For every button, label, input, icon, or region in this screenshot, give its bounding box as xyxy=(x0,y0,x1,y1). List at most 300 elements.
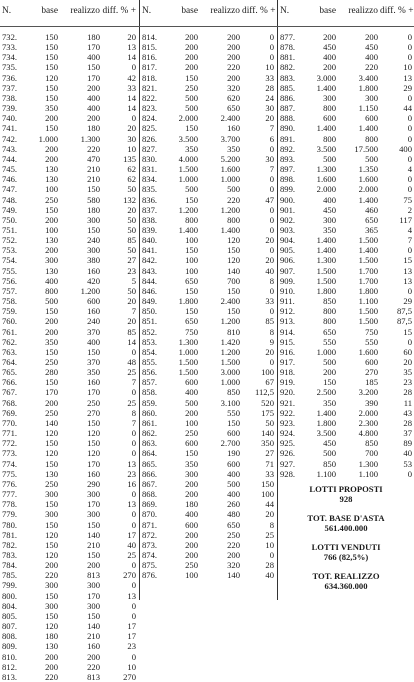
lot-number: 897. xyxy=(280,164,296,175)
table-row xyxy=(0,398,138,408)
lot-number: 882. xyxy=(280,62,296,73)
realizzo-value: 370 xyxy=(87,357,100,367)
lot-number: 756. xyxy=(2,275,18,286)
lot-number: 757. xyxy=(2,285,18,296)
base-value: 150 xyxy=(45,539,58,550)
lot-number: 912. xyxy=(280,306,296,317)
lot-number: 910. xyxy=(280,285,296,296)
diff-value: 0 xyxy=(407,92,412,103)
lot-number: 766. xyxy=(2,377,18,388)
lot-number: 927. xyxy=(280,458,296,469)
diff-value: 8 xyxy=(269,275,274,286)
base-value: 3.500 xyxy=(178,133,198,144)
realizzo-value: 300 xyxy=(87,600,100,611)
lot-number: 747. xyxy=(2,184,18,195)
realizzo-value: 1.800 xyxy=(358,285,378,296)
diff-value: 87,5 xyxy=(396,316,412,327)
base-value: 300 xyxy=(45,580,58,591)
base-value: 200 xyxy=(323,367,336,378)
lot-number: 863. xyxy=(142,438,158,449)
diff-value: 0 xyxy=(407,133,412,144)
lot-number: 854. xyxy=(142,346,158,357)
realizzo-value: 170 xyxy=(87,499,100,510)
base-value: 150 xyxy=(185,123,198,134)
realizzo-value: 400 xyxy=(87,336,100,347)
table-row xyxy=(140,316,276,326)
realizzo-value: 1.200 xyxy=(220,204,240,215)
base-value: 180 xyxy=(185,499,198,510)
table-row xyxy=(278,469,414,479)
table-row xyxy=(0,641,138,651)
base-value: 1.000 xyxy=(38,133,58,144)
base-value: 100 xyxy=(185,417,198,428)
diff-value: 27 xyxy=(127,255,136,266)
base-value: 500 xyxy=(185,103,198,114)
table-row xyxy=(0,560,138,570)
lot-number: 740. xyxy=(2,113,18,124)
table-row xyxy=(140,245,276,255)
table-row xyxy=(140,235,276,245)
lot-number: 899. xyxy=(280,184,296,195)
table-row xyxy=(0,62,138,72)
realizzo-value: 150 xyxy=(227,285,240,296)
diff-value: 0 xyxy=(131,62,136,73)
realizzo-value: 3.200 xyxy=(358,387,378,398)
base-value: 150 xyxy=(45,42,58,53)
lot-number: 840. xyxy=(142,235,158,246)
realizzo-value: 813 xyxy=(87,671,100,682)
base-asta-label: TOT. BASE D'ASTA xyxy=(307,513,385,523)
lot-number: 782. xyxy=(2,539,18,550)
base-value: 600 xyxy=(185,377,198,388)
realizzo-value: 600 xyxy=(227,458,240,469)
realizzo-value: 450 xyxy=(365,42,378,53)
lot-number: 858. xyxy=(142,387,158,398)
table-row xyxy=(0,550,138,560)
diff-value: 0 xyxy=(131,610,136,621)
base-value: 300 xyxy=(45,489,58,500)
header-realizzo: realizzo xyxy=(70,6,100,16)
table-row xyxy=(140,438,276,448)
diff-value: 50 xyxy=(127,224,136,235)
diff-value: 20 xyxy=(265,235,274,246)
table-row xyxy=(0,601,138,611)
diff-value: 9 xyxy=(269,336,274,347)
lot-number: 775. xyxy=(2,468,18,479)
diff-value: 20 xyxy=(265,346,274,357)
header-base: base xyxy=(181,6,198,16)
base-value: 300 xyxy=(185,468,198,479)
base-value: 300 xyxy=(45,600,58,611)
diff-value: 13 xyxy=(403,275,412,286)
base-value: 200 xyxy=(45,326,58,337)
table-row xyxy=(0,520,138,530)
lot-number: 907. xyxy=(280,265,296,276)
diff-value: 0 xyxy=(131,438,136,449)
diff-value: 23 xyxy=(127,641,136,652)
diff-value: 25 xyxy=(127,367,136,378)
lot-number: 744. xyxy=(2,153,18,164)
realizzo-value: 300 xyxy=(87,509,100,520)
base-value: 120 xyxy=(45,621,58,632)
diff-value: 40 xyxy=(265,570,274,581)
base-value: 150 xyxy=(185,285,198,296)
realizzo-value: 200 xyxy=(87,651,100,662)
base-value: 120 xyxy=(45,448,58,459)
realizzo-value: 140 xyxy=(87,529,100,540)
table-row xyxy=(278,215,414,225)
realizzo-value: 220 xyxy=(227,539,240,550)
realizzo-value: 300 xyxy=(365,92,378,103)
lot-number: 917. xyxy=(280,357,296,367)
diff-value: 15 xyxy=(403,255,412,266)
realizzo-value: 750 xyxy=(365,326,378,337)
lotti-venduti-label: LOTTI VENDUTI xyxy=(311,542,381,552)
realizzo-value: 1.350 xyxy=(358,164,378,175)
table-row xyxy=(0,611,138,621)
realizzo-value: 1.300 xyxy=(358,458,378,469)
lot-number: 852. xyxy=(142,326,158,337)
lot-number: 903. xyxy=(280,224,296,235)
diff-value: 0 xyxy=(131,346,136,357)
realizzo-value: 350 xyxy=(227,143,240,154)
realizzo-value: 300 xyxy=(87,214,100,225)
table-row xyxy=(0,103,138,113)
realizzo-value: 150 xyxy=(87,184,100,195)
realizzo-value: 420 xyxy=(87,275,100,286)
lot-number: 824. xyxy=(142,113,158,124)
results-table-col3 xyxy=(278,2,414,479)
table-row xyxy=(140,103,276,113)
table-row xyxy=(0,438,138,448)
lot-number: 765. xyxy=(2,367,18,378)
lot-number: 738. xyxy=(2,92,18,103)
base-value: 1.400 xyxy=(316,82,336,93)
table-row xyxy=(0,32,138,42)
table-row xyxy=(140,530,276,540)
diff-value: 13 xyxy=(127,458,136,469)
table-row xyxy=(140,32,276,42)
diff-value: 29 xyxy=(403,296,412,307)
diff-value: 2 xyxy=(407,204,412,215)
diff-value: 8 xyxy=(131,407,136,418)
lot-number: 809. xyxy=(2,641,18,652)
diff-value: 0 xyxy=(131,509,136,520)
base-value: 600 xyxy=(185,519,198,530)
diff-value: 0 xyxy=(131,519,136,530)
base-value: 150 xyxy=(45,32,58,42)
base-value: 200 xyxy=(323,32,336,42)
realizzo-value: 150 xyxy=(227,245,240,256)
diff-value: 10 xyxy=(265,62,274,73)
table-row xyxy=(278,235,414,245)
table-row xyxy=(278,266,414,276)
realizzo-value: 400 xyxy=(87,52,100,63)
lot-number: 762. xyxy=(2,336,18,347)
table-row xyxy=(278,286,414,296)
table-row xyxy=(140,266,276,276)
lot-number: 925. xyxy=(280,438,296,449)
base-value: 150 xyxy=(185,448,198,459)
diff-value: 14 xyxy=(127,52,136,63)
base-value: 150 xyxy=(45,204,58,215)
realizzo-value: 3.700 xyxy=(220,133,240,144)
diff-value: 25 xyxy=(127,549,136,560)
diff-value: 17 xyxy=(127,529,136,540)
realizzo-value: 120 xyxy=(227,255,240,266)
diff-value: 0 xyxy=(131,428,136,439)
diff-value: 0 xyxy=(407,336,412,347)
lot-number: 856. xyxy=(142,367,158,378)
realizzo-value: 634.360.000 xyxy=(324,581,368,591)
realizzo-value: 220 xyxy=(227,62,240,73)
realizzo-value: 3.000 xyxy=(220,367,240,378)
realizzo-value: 350 xyxy=(87,367,100,378)
base-value: 150 xyxy=(45,52,58,63)
realizzo-value: 1.600 xyxy=(358,174,378,185)
base-value: 750 xyxy=(185,326,198,337)
realizzo-value: 200 xyxy=(87,82,100,93)
realizzo-value: 160 xyxy=(87,641,100,652)
table-row xyxy=(0,591,138,601)
lot-number: 776. xyxy=(2,478,18,489)
realizzo-value: 600 xyxy=(227,428,240,439)
realizzo-value: 140 xyxy=(227,570,240,581)
diff-value: 11 xyxy=(403,397,412,408)
diff-value: 13 xyxy=(127,590,136,601)
lot-number: 921. xyxy=(280,397,296,408)
table-row xyxy=(0,144,138,154)
base-value: 500 xyxy=(323,448,336,459)
diff-value: 44 xyxy=(265,499,274,510)
lot-number: 849. xyxy=(142,296,158,307)
diff-value: 85 xyxy=(127,235,136,246)
table-row xyxy=(278,52,414,62)
table-row xyxy=(278,103,414,113)
table-row xyxy=(0,327,138,337)
base-value: 150 xyxy=(185,72,198,83)
table-row xyxy=(0,530,138,540)
lot-number: 755. xyxy=(2,265,18,276)
diff-value: 0 xyxy=(407,52,412,63)
header-realizzo: realizzo xyxy=(348,6,378,16)
base-value: 3.500 xyxy=(316,428,336,439)
base-value: 1.100 xyxy=(316,468,336,479)
realizzo-value: 150 xyxy=(87,519,100,530)
realizzo-value: 1.400 xyxy=(358,123,378,134)
auction-summary xyxy=(279,484,413,600)
realizzo-value: 470 xyxy=(87,153,100,164)
table-row xyxy=(140,367,276,377)
base-value: 3.500 xyxy=(316,143,336,154)
diff-value: 135 xyxy=(123,153,136,164)
realizzo-value: 390 xyxy=(365,397,378,408)
table-row xyxy=(140,459,276,469)
realizzo-value: 3.400 xyxy=(358,72,378,83)
table-row xyxy=(140,184,276,194)
table-row xyxy=(140,255,276,265)
diff-value: 0 xyxy=(269,224,274,235)
lot-number: 769. xyxy=(2,407,18,418)
lot-number: 877. xyxy=(280,32,296,42)
diff-value: 23 xyxy=(127,468,136,479)
base-value: 800 xyxy=(45,285,58,296)
base-value: 800 xyxy=(185,214,198,225)
diff-value: 28 xyxy=(403,417,412,428)
table-row xyxy=(0,580,138,590)
diff-value: 30 xyxy=(127,133,136,144)
realizzo-value: 210 xyxy=(87,174,100,185)
lot-number: 732. xyxy=(2,32,18,42)
lot-number: 844. xyxy=(142,275,158,286)
lot-number: 827. xyxy=(142,143,158,154)
diff-value: 28 xyxy=(265,560,274,571)
base-value: 150 xyxy=(45,590,58,601)
lot-number: 893. xyxy=(280,153,296,164)
base-value: 1.500 xyxy=(178,357,198,367)
table-row xyxy=(0,306,138,316)
lot-number: 859. xyxy=(142,397,158,408)
diff-value: 67 xyxy=(265,377,274,388)
lot-number: 748. xyxy=(2,194,18,205)
diff-value: 85 xyxy=(127,326,136,337)
realizzo-value: 300 xyxy=(87,580,100,591)
header-diff: diff. % + xyxy=(102,6,136,16)
base-value: 400 xyxy=(185,509,198,520)
diff-value: 0 xyxy=(269,52,274,63)
table-row xyxy=(140,560,276,570)
realizzo-value: 480 xyxy=(227,509,240,520)
diff-value: 175 xyxy=(261,407,274,418)
table-row xyxy=(0,52,138,62)
base-value: 300 xyxy=(45,255,58,266)
diff-value: 13 xyxy=(403,265,412,276)
diff-value: 33 xyxy=(265,468,274,479)
table-row xyxy=(140,286,276,296)
realizzo-value: 580 xyxy=(87,194,100,205)
lot-number: 774. xyxy=(2,458,18,469)
base-value: 250 xyxy=(185,428,198,439)
realizzo-value: 1.500 xyxy=(358,235,378,246)
lot-number: 888. xyxy=(280,113,296,124)
base-value: 1.300 xyxy=(178,336,198,347)
table-row xyxy=(140,144,276,154)
lot-number: 825. xyxy=(142,123,158,134)
diff-value: 33 xyxy=(127,82,136,93)
realizzo-value: 400 xyxy=(87,103,100,114)
realizzo-value: 1.500 xyxy=(358,306,378,317)
table-row xyxy=(0,387,138,397)
base-value: 350 xyxy=(323,224,336,235)
lot-number: 736. xyxy=(2,72,18,83)
realizzo-value: 170 xyxy=(87,458,100,469)
diff-value: 0 xyxy=(131,448,136,459)
lot-number: 919. xyxy=(280,377,296,388)
base-value: 200 xyxy=(45,245,58,256)
lot-number: 741. xyxy=(2,123,18,134)
realizzo-value: 1.600 xyxy=(220,164,240,175)
realizzo-value: 300 xyxy=(87,489,100,500)
lot-number: 890. xyxy=(280,123,296,134)
table-row xyxy=(0,570,138,580)
base-value: 1.500 xyxy=(178,367,198,378)
diff-value: 47 xyxy=(265,194,274,205)
base-value: 250 xyxy=(45,194,58,205)
lot-number: 800. xyxy=(2,590,18,601)
lot-number: 838. xyxy=(142,214,158,225)
realizzo-value: 5.200 xyxy=(220,153,240,164)
lot-number: 821. xyxy=(142,82,158,93)
realizzo-value: 1.700 xyxy=(358,275,378,286)
lot-number: 855. xyxy=(142,357,158,367)
realizzo-value: 1.000 xyxy=(220,174,240,185)
base-value: 500 xyxy=(45,296,58,307)
table-row xyxy=(278,327,414,337)
realizzo-value: 650 xyxy=(365,214,378,225)
realizzo-value: 600 xyxy=(87,296,100,307)
lot-number: 822. xyxy=(142,92,158,103)
realizzo-value: 550 xyxy=(365,336,378,347)
base-value: 200 xyxy=(45,560,58,571)
lot-number: 778. xyxy=(2,499,18,510)
diff-value: 0 xyxy=(269,174,274,185)
table-row xyxy=(0,174,138,184)
lotti-proposti-label: LOTTI PROPOSTI xyxy=(309,484,383,494)
diff-value: 60 xyxy=(403,346,412,357)
lot-number: 862. xyxy=(142,428,158,439)
lot-number: 785. xyxy=(2,570,18,581)
lot-number: 813. xyxy=(2,671,18,682)
base-value: 150 xyxy=(45,346,58,357)
table-row xyxy=(0,164,138,174)
realizzo-value: 150 xyxy=(227,417,240,428)
diff-value: 4 xyxy=(407,164,412,175)
base-value: 400 xyxy=(45,275,58,286)
table-row xyxy=(278,306,414,316)
base-value: 220 xyxy=(45,570,58,581)
base-value: 130 xyxy=(45,468,58,479)
lot-number: 874. xyxy=(142,549,158,560)
diff-value: 117 xyxy=(399,214,412,225)
lot-number: 739. xyxy=(2,103,18,114)
realizzo-value: 1.100 xyxy=(358,468,378,479)
realizzo-value: 1.400 xyxy=(358,245,378,256)
realizzo-value: 1.400 xyxy=(220,224,240,235)
realizzo-value: 460 xyxy=(365,204,378,215)
base-value: 200 xyxy=(185,52,198,63)
diff-value: 0 xyxy=(407,468,412,479)
realizzo-value: 150 xyxy=(87,62,100,73)
diff-value: 0 xyxy=(407,184,412,195)
lot-number: 898. xyxy=(280,174,296,185)
realizzo-value: 260 xyxy=(227,499,240,510)
base-value: 500 xyxy=(323,357,336,367)
table-row xyxy=(140,499,276,509)
base-value: 280 xyxy=(45,367,58,378)
lot-number: 818. xyxy=(142,72,158,83)
realizzo-value: 180 xyxy=(87,32,100,42)
table-row xyxy=(278,255,414,265)
lot-number: 876. xyxy=(142,570,158,581)
base-value: 250 xyxy=(45,478,58,489)
lot-number: 926. xyxy=(280,448,296,459)
base-value: 1.800 xyxy=(178,296,198,307)
lot-number: 804. xyxy=(2,600,18,611)
lot-number: 861. xyxy=(142,417,158,428)
lot-number: 857. xyxy=(142,377,158,388)
table-row xyxy=(140,296,276,306)
lot-number: 826. xyxy=(142,133,158,144)
